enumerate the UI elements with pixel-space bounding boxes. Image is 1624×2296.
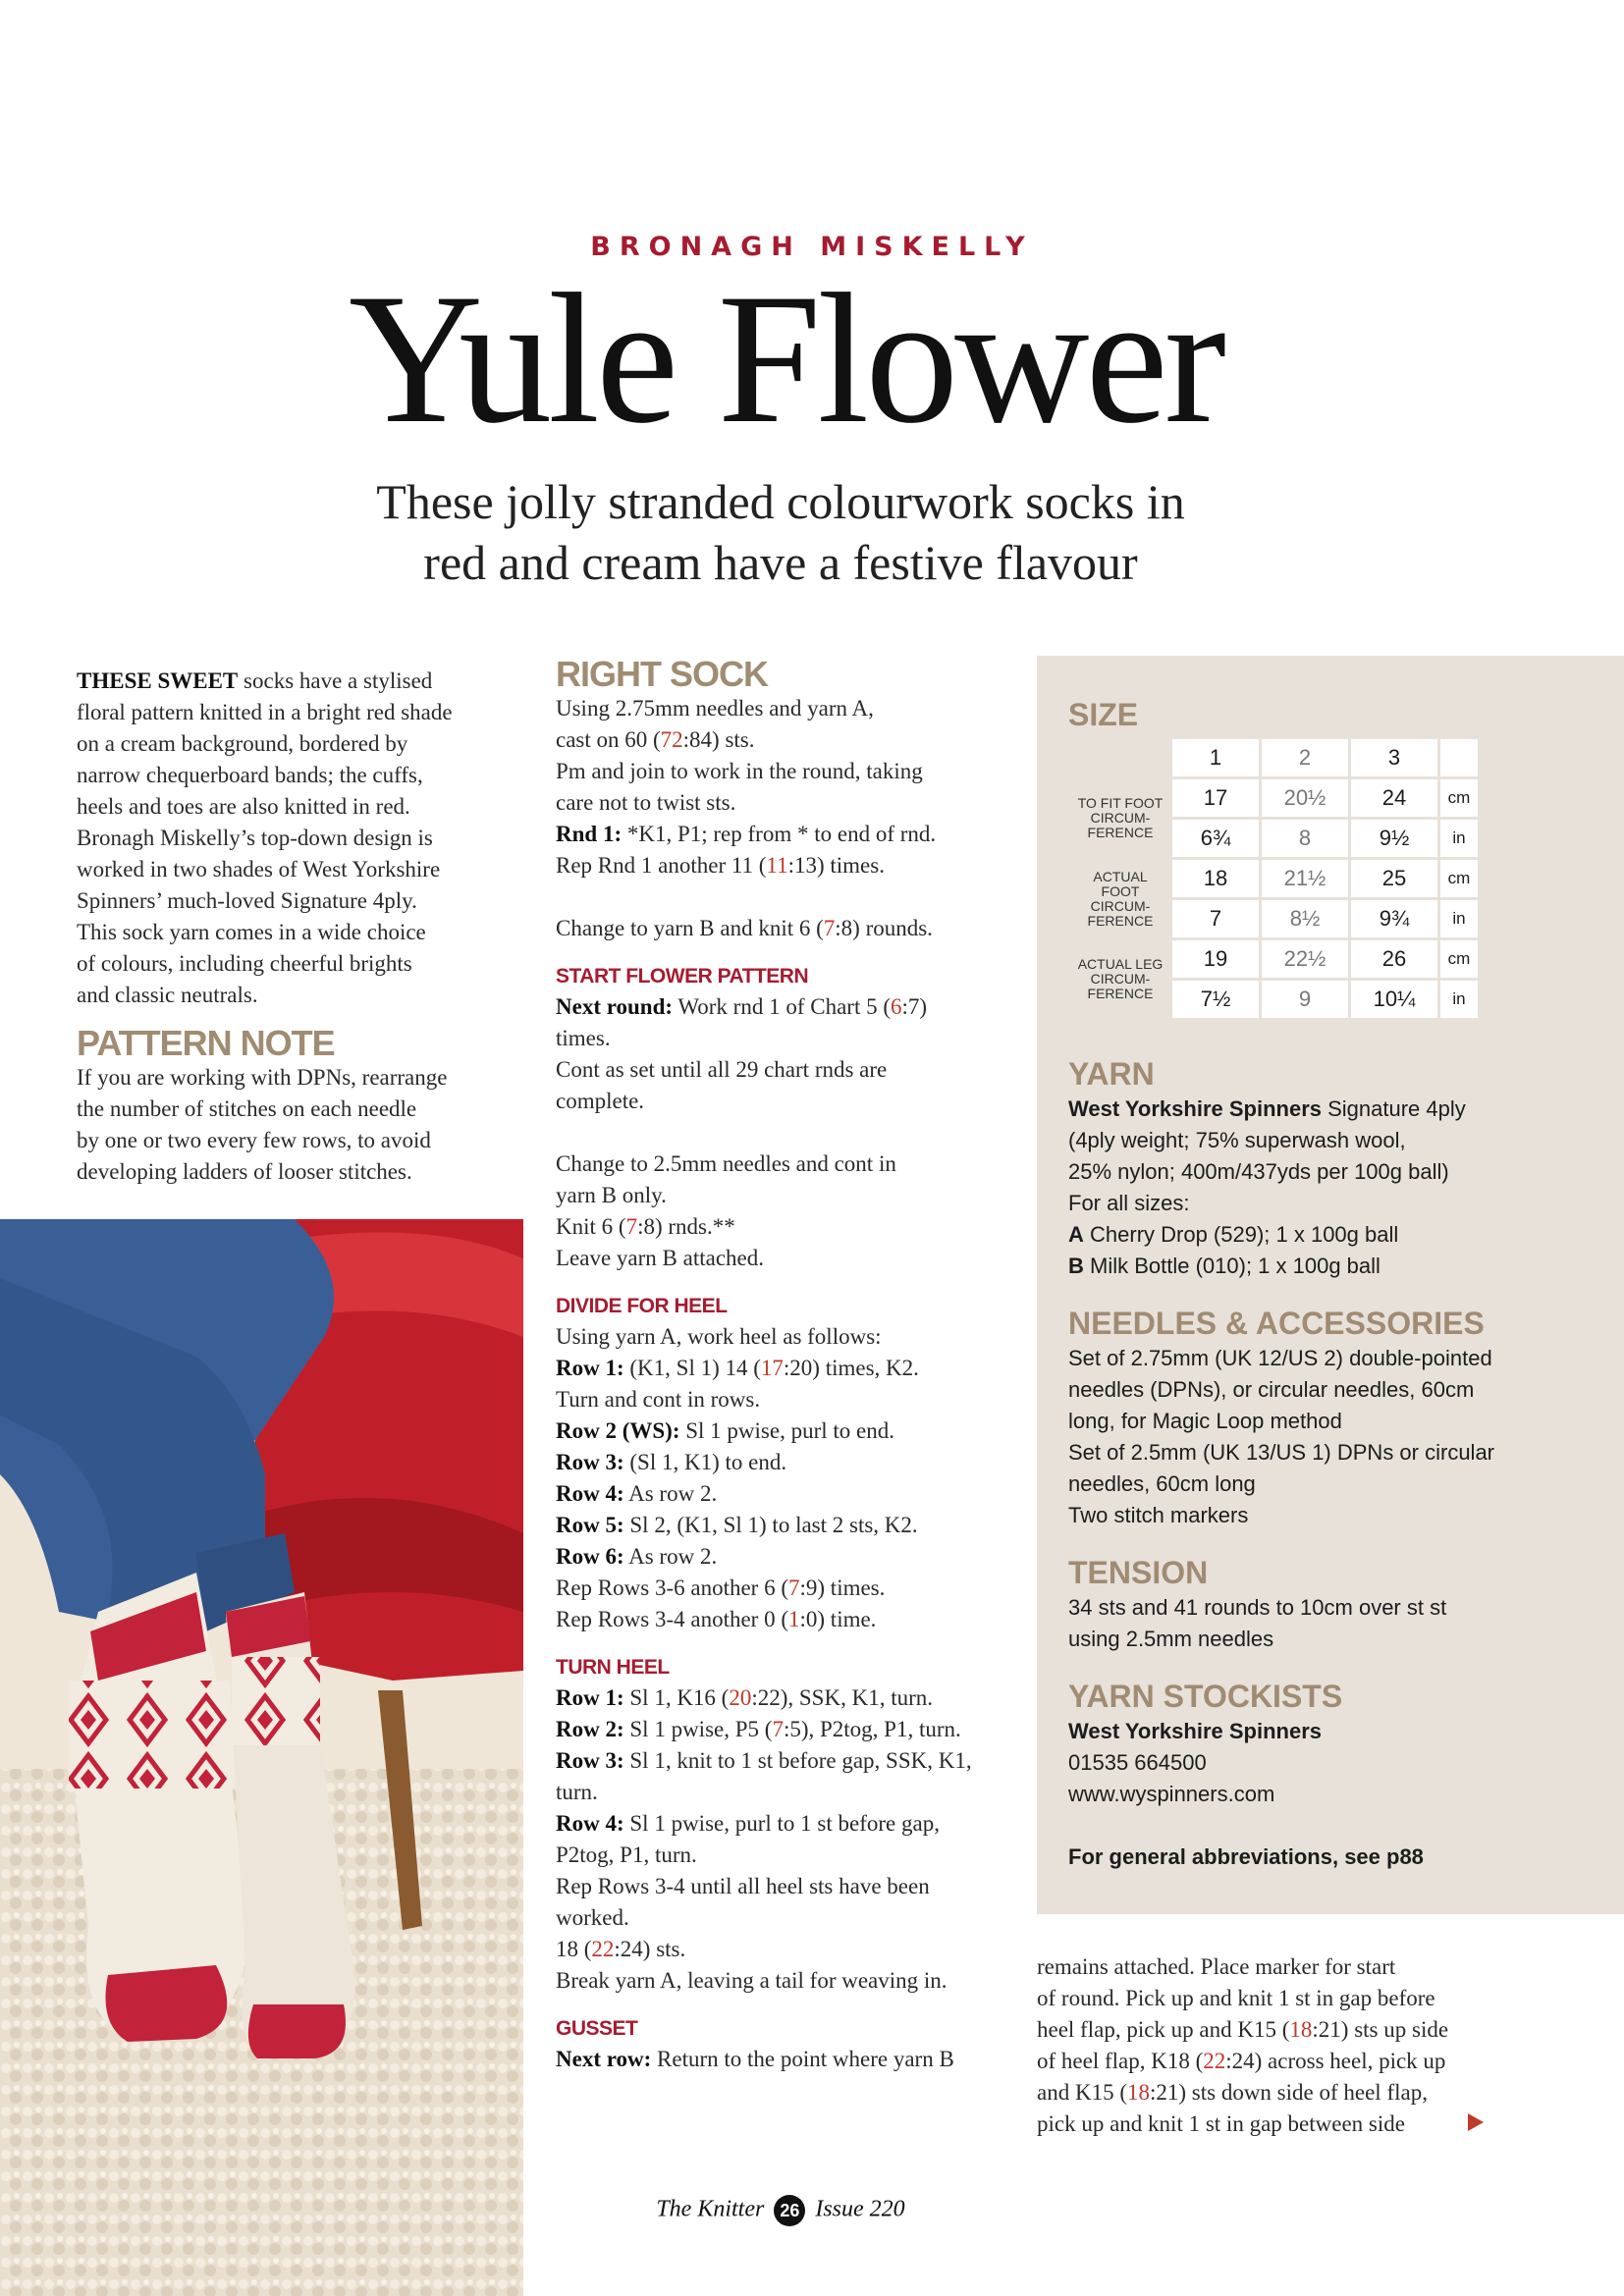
text-line: Cont as set until all 29 chart rnds are: [556, 1057, 888, 1082]
text-line: Rep Rows 3-4 another 0 (1:0) time.: [556, 1607, 877, 1631]
tension-line: 34 sts and 41 rounds to 10cm over st st: [1068, 1595, 1447, 1620]
row-label: ACTUAL FOOT CIRCUM-FERENCE: [1071, 860, 1169, 937]
note-line: If you are working with DPNs, rearrange: [77, 1065, 448, 1090]
standfirst: [0, 471, 1561, 593]
text-line: Knit 6 (7:8) rnds.**: [556, 1214, 735, 1239]
page-number: 26: [774, 2195, 805, 2226]
yarn-line: A Cherry Drop (529); 1 x 100g ball: [1068, 1222, 1399, 1247]
unit-cell: in: [1440, 900, 1478, 937]
table-cell: 25: [1351, 860, 1437, 897]
stockist-phone: 01535 664500: [1068, 1750, 1207, 1775]
text-line: remains attached. Place marker for start: [1037, 1954, 1396, 1979]
table-cell: 21½: [1262, 860, 1348, 897]
yarn-line: B Milk Bottle (010); 1 x 100g ball: [1068, 1254, 1380, 1278]
text-line: and K15 (18:21) sts down side of heel flap,: [1037, 2080, 1428, 2105]
stockists-heading: YARN STOCKISTS: [1068, 1679, 1343, 1714]
table-cell: 9: [1262, 981, 1348, 1018]
table-cell: 8½: [1262, 900, 1348, 937]
magazine-name: The Knitter: [656, 2196, 765, 2222]
text-line: Break yarn A, leaving a tail for weaving in.: [556, 1968, 947, 1993]
needles-line: Set of 2.75mm (UK 12/US 2) double-pointed: [1068, 1346, 1492, 1370]
text-line: Row 2: Sl 1 pwise, P5 (7:5), P2tog, P1, turn.: [556, 1717, 961, 1741]
text-line: Change to yarn B and knit 6 (7:8) rounds.: [556, 916, 933, 940]
text-line: Row 6: As row 2.: [556, 1544, 718, 1569]
text-line: of heel flap, K18 (22:24) across heel, pick up: [1037, 2049, 1446, 2073]
tension-heading: TENSION: [1068, 1555, 1209, 1590]
table-cell: 26: [1351, 940, 1437, 978]
heel-heading: DIVIDE FOR HEEL: [556, 1295, 728, 1317]
continue-arrow-icon: [1468, 2113, 1484, 2131]
table-cell: 9¾: [1351, 900, 1437, 937]
text-line: 18 (22:24) sts.: [556, 1937, 686, 1961]
text-line: Rep Rows 3-6 another 6 (7:9) times.: [556, 1575, 886, 1600]
needles-line: long, for Magic Loop method: [1068, 1409, 1342, 1433]
unit-cell: cm: [1440, 860, 1478, 897]
intro-line: Bronagh Miskelly’s top-down design is: [77, 826, 433, 850]
pattern-note-heading: PATTERN NOTE: [77, 1023, 335, 1063]
stockist-website[interactable]: www.wyspinners.com: [1068, 1782, 1275, 1806]
needles-line: needles (DPNs), or circular needles, 60cm: [1068, 1377, 1475, 1402]
table-cell: 10¼: [1351, 981, 1437, 1018]
gusset-heading: GUSSET: [556, 2017, 638, 2040]
note-line: by one or two every few rows, to avoid: [77, 1128, 431, 1152]
table-cell: 7½: [1172, 981, 1259, 1018]
text-line: turn.: [556, 1780, 598, 1804]
yarn-line: For all sizes:: [1068, 1191, 1190, 1215]
intro-line: narrow chequerboard bands; the cuffs,: [77, 763, 423, 787]
text-line: Rnd 1: *K1, P1; rep from * to end of rnd.: [556, 822, 937, 846]
table-cell: 19: [1172, 940, 1259, 978]
continuation-column: [1037, 1951, 1508, 2140]
text-line: Row 3: (Sl 1, K1) to end.: [556, 1450, 787, 1474]
yarn-line: (4ply weight; 75% superwash wool,: [1068, 1128, 1406, 1152]
unit-cell: cm: [1440, 940, 1478, 978]
size-header: 1: [1172, 739, 1259, 776]
size-heading: SIZE: [1068, 697, 1139, 732]
needles-heading: NEEDLES & ACCESSORIES: [1068, 1306, 1485, 1341]
yarn-heading: YARN: [1068, 1056, 1155, 1092]
note-line: developing ladders of looser stitches.: [77, 1159, 412, 1184]
table-cell: 24: [1351, 779, 1437, 817]
socks-photo: [0, 1219, 523, 2296]
table-cell: 18: [1172, 860, 1259, 897]
yarn-line: 25% nylon; 400m/437yds per 100g ball): [1068, 1159, 1449, 1184]
intro-line: This sock yarn comes in a wide choice: [77, 920, 426, 944]
intro-line: worked in two shades of West Yorkshire: [77, 857, 441, 881]
table-cell: 6¾: [1172, 820, 1259, 857]
text-line: Row 4: As row 2.: [556, 1481, 718, 1506]
intro-line: heels and toes are also knitted in red.: [77, 794, 410, 819]
text-line: Rep Rnd 1 another 11 (11:13) times.: [556, 853, 885, 878]
text-line: worked.: [556, 1905, 629, 1930]
text-line: Change to 2.5mm needles and cont in: [556, 1151, 896, 1176]
standfirst-line: These jolly stranded colourwork socks in: [376, 474, 1185, 529]
text-line: care not to twist sts.: [556, 790, 736, 815]
text-line: complete.: [556, 1089, 645, 1113]
text-line: heel flap, pick up and K15 (18:21) sts up side: [1037, 2017, 1449, 2042]
table-cell: 20½: [1262, 779, 1348, 817]
size-header: 3: [1351, 739, 1437, 776]
right-sock-heading: RIGHT SOCK: [556, 654, 769, 694]
text-line: P2tog, P1, turn.: [556, 1842, 697, 1867]
needles-line: Two stitch markers: [1068, 1503, 1249, 1527]
table-cell: 22½: [1262, 940, 1348, 978]
unit-cell: cm: [1440, 779, 1478, 817]
standfirst-line: red and cream have a festive flavour: [423, 535, 1138, 590]
flower-heading: START FLOWER PATTERN: [556, 965, 809, 988]
text-line: Row 4: Sl 1 pwise, purl to 1 st before gap,: [556, 1811, 940, 1836]
text-line: Using 2.75mm needles and yarn A,: [556, 696, 874, 721]
instructions-column: [556, 656, 1017, 2075]
byline: BRONAGH MISKELLY: [590, 232, 1034, 262]
issue-number: Issue 220: [815, 2196, 905, 2222]
unit-cell: in: [1440, 820, 1478, 857]
text-line: cast on 60 (72:84) sts.: [556, 727, 755, 752]
text-line: Rep Rows 3-4 until all heel sts have been: [556, 1874, 930, 1898]
tension-line: using 2.5mm needles: [1068, 1627, 1274, 1651]
page-footer: [0, 2195, 1561, 2226]
yarn-line: West Yorkshire Spinners Signature 4ply: [1068, 1096, 1466, 1121]
turn-heel-heading: TURN HEEL: [556, 1656, 670, 1679]
row-label: TO FIT FOOT CIRCUM-FERENCE: [1071, 779, 1169, 857]
text-line: Leave yarn B attached.: [556, 1246, 764, 1270]
size-table: [1068, 736, 1481, 1021]
needles-line: needles, 60cm long: [1068, 1471, 1256, 1496]
intro-line: Spinners’ much-loved Signature 4ply.: [77, 888, 417, 913]
text-line: of round. Pick up and knit 1 st in gap before: [1037, 1986, 1435, 2010]
intro-lead: THESE SWEET: [77, 668, 239, 693]
text-line: Turn and cont in rows.: [556, 1387, 761, 1412]
note-line: the number of stitches on each needle: [77, 1096, 417, 1121]
text-line: Row 1: (K1, Sl 1) 14 (17:20) times, K2.: [556, 1356, 919, 1380]
intro-line: floral pattern knitted in a bright red shade: [77, 700, 453, 724]
text-line: Next round: Work rnd 1 of Chart 5 (6:7): [556, 994, 928, 1019]
text-line: Next row: Return to the point where yarn B: [556, 2047, 954, 2071]
intro-column: [77, 666, 520, 1188]
intro-line: of colours, including cheerful brights: [77, 951, 412, 976]
table-cell: 7: [1172, 900, 1259, 937]
intro-line: THESE SWEET socks have a stylised: [77, 668, 433, 693]
text-line: yarn B only.: [556, 1183, 667, 1207]
info-panel: [1037, 656, 1624, 1914]
size-header: 2: [1262, 739, 1348, 776]
stockist-name: West Yorkshire Spinners: [1068, 1719, 1322, 1743]
text-line: Row 3: Sl 1, knit to 1 st before gap, SSK, K1,: [556, 1748, 972, 1773]
text-line: Row 5: Sl 2, (K1, Sl 1) to last 2 sts, K2.: [556, 1513, 918, 1537]
text-line: times.: [556, 1026, 611, 1050]
abbreviations-note: For general abbreviations, see p88: [1068, 1844, 1424, 1869]
text-line: Pm and join to work in the round, taking: [556, 759, 923, 783]
text-line: pick up and knit 1 st in gap between side: [1037, 2111, 1405, 2136]
needles-line: Set of 2.5mm (UK 13/US 1) DPNs or circular: [1068, 1440, 1495, 1465]
table-cell: 8: [1262, 820, 1348, 857]
text-line: Row 1: Sl 1, K16 (20:22), SSK, K1, turn.: [556, 1685, 933, 1710]
intro-line: and classic neutrals.: [77, 983, 258, 1007]
unit-cell: in: [1440, 981, 1478, 1018]
article-title: Yule Flower: [348, 256, 1223, 462]
text-line: Row 2 (WS): Sl 1 pwise, purl to end.: [556, 1418, 894, 1443]
text-line: Using yarn A, work heel as follows:: [556, 1324, 882, 1349]
intro-line: on a cream background, bordered by: [77, 731, 408, 756]
row-label: ACTUAL LEG CIRCUM-FERENCE: [1071, 940, 1169, 1018]
table-cell: 9½: [1351, 820, 1437, 857]
table-cell: 17: [1172, 779, 1259, 817]
